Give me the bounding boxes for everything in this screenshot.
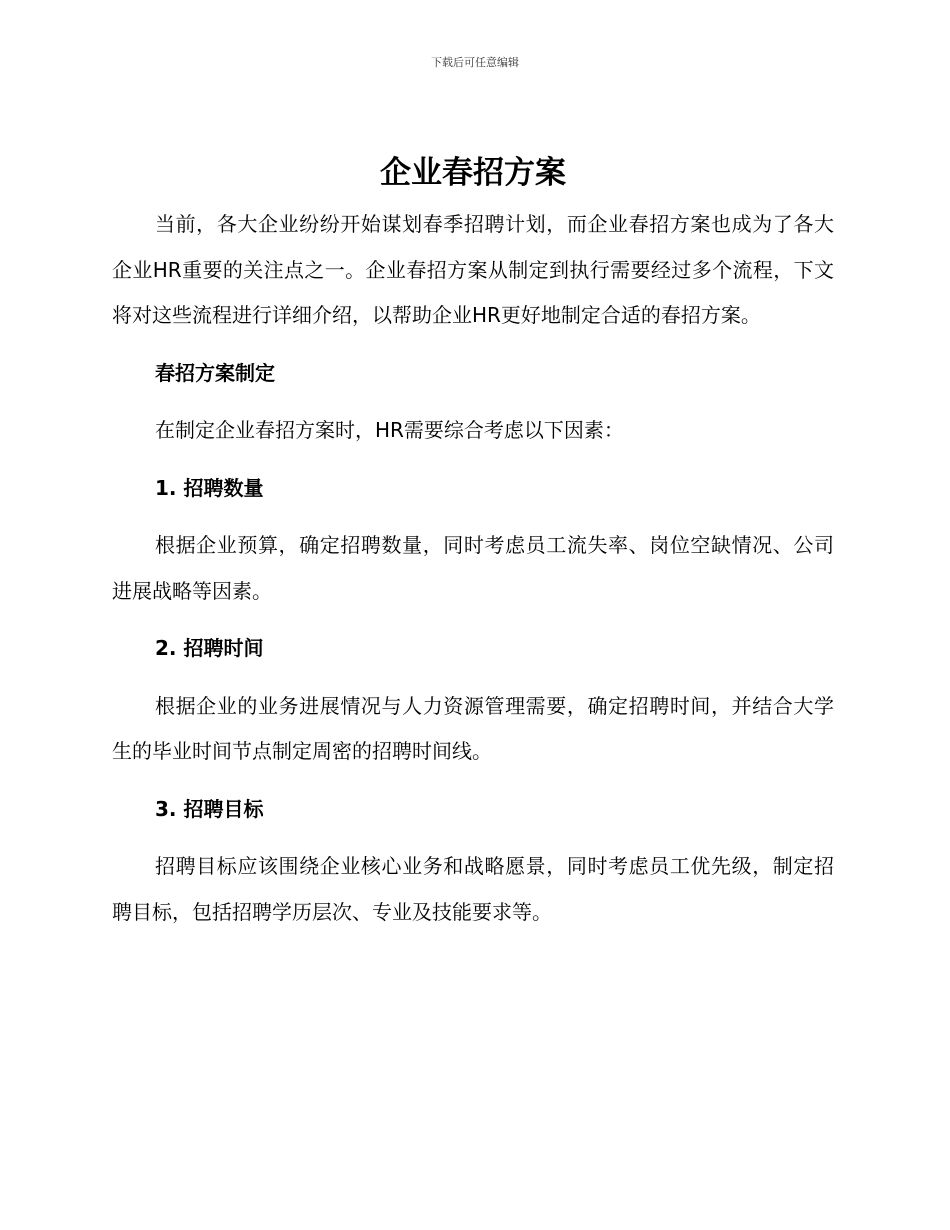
header-note: 下载后可任意编辑 <box>431 56 519 69</box>
section-lead-paragraph: 在制定企业春招方案时，HR需要综合考虑以下因素： <box>155 418 624 442</box>
item-heading-2: 2. 招聘时间 <box>155 636 264 660</box>
intro-paragraph: 当前，各大企业纷纷开始谋划春季招聘计划，而企业春招方案也成为了各大企业HR重要的关注点之一。企业春招方案从制定到执行需要经过多个流程，下文将对这些流程进行详细介绍，以帮助企业HR更好地制定合适的春招方案。 <box>112 212 834 327</box>
section-heading: 春招方案制定 <box>155 360 275 385</box>
item-heading-3: 3. 招聘目标 <box>155 796 264 821</box>
document-body <box>112 150 834 935</box>
item-heading-1: 1. 招聘数量 <box>155 475 264 500</box>
page-title: 企业春招方案 <box>380 155 566 191</box>
item-paragraph-3: 招聘目标应该围绕企业核心业务和战略愿景，同时考虑员工优先级，制定招聘目标，包括招聘学历层次、专业及技能要求等。 <box>112 854 834 924</box>
item-paragraph-2: 根据企业的业务进展情况与人力资源管理需要，确定招聘时间，并结合大学生的毕业时间节点制定周密的招聘时间线。 <box>112 693 834 763</box>
item-paragraph-1: 根据企业预算，确定招聘数量，同时考虑员工流失率、岗位空缺情况、公司进展战略等因素。 <box>112 533 834 603</box>
